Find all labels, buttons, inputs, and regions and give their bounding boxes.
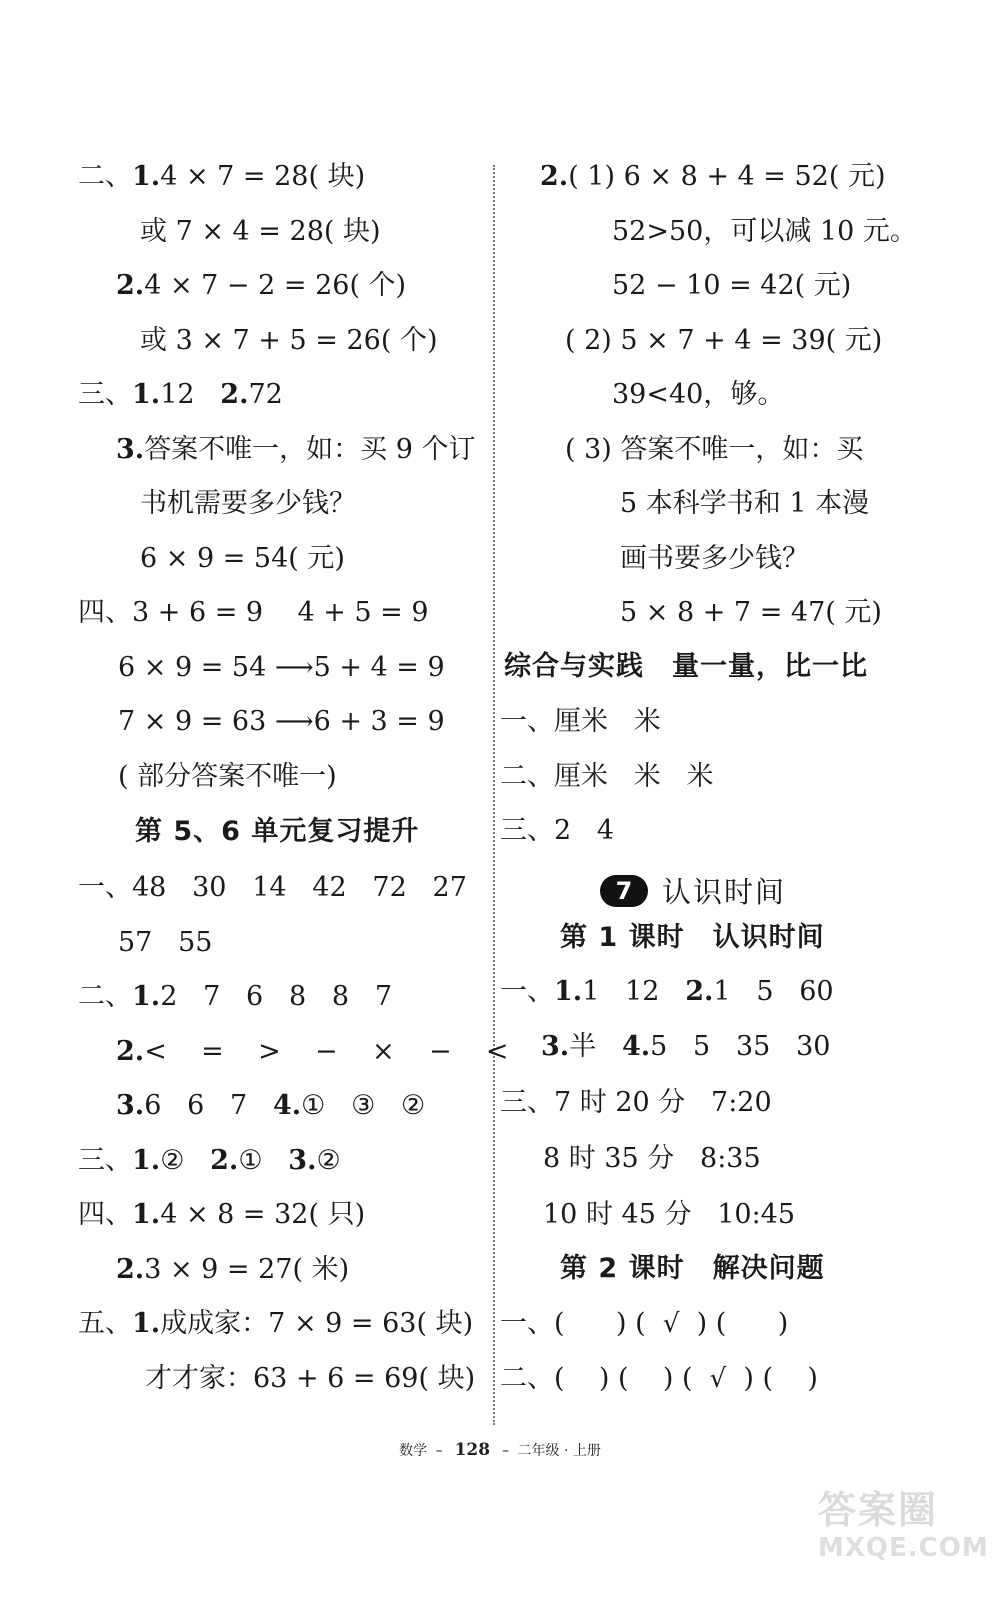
right-line-19: 二、( ) ( ) ( √ ) ( ) <box>500 1363 818 1394</box>
footer-grade: 二年级 · 上册 <box>517 1443 601 1459</box>
footer-subject: 数学 <box>399 1443 428 1459</box>
left-line-13: 一、48 30 14 42 72 27 <box>78 872 467 903</box>
right-line-14: 3.半 4.5 5 35 30 <box>541 1031 831 1062</box>
right-line-15: 三、7 时 20 分 7:20 <box>500 1087 772 1118</box>
left-line-10: 6 × 9 = 54 ⟶5 + 4 = 9 <box>118 652 445 683</box>
right-line-9: 5 × 8 + 7 = 47( 元) <box>620 597 882 628</box>
left-line-21: 五、1.成成家：7 × 9 = 63( 块) <box>78 1308 474 1339</box>
left-line-7: 书机需要多少钱？ <box>140 488 356 519</box>
left-line-2: 或 7 × 4 = 28( 块) <box>140 216 381 247</box>
check-mark-icon: √ <box>709 1364 727 1394</box>
left-line-1: 二、1.4 × 7 = 28( 块) <box>78 161 366 192</box>
right-line-13: 一、1.1 12 2.1 5 60 <box>500 976 834 1007</box>
column-divider <box>493 165 495 1425</box>
left-line-11: 7 × 9 = 63 ⟶6 + 3 = 9 <box>118 706 445 737</box>
page-number: 128 <box>454 1440 491 1460</box>
lesson-2-heading: 第 2 课时 解决问题 <box>560 1253 825 1284</box>
right-line-17: 10 时 45 分 10:45 <box>543 1199 796 1230</box>
left-line-5: 三、1.12 2.72 <box>78 379 283 410</box>
right-line-16: 8 时 35 分 8:35 <box>543 1143 761 1174</box>
page-footer: 数学 – 128 – 二年级 · 上册 <box>399 1440 601 1460</box>
left-line-12: ( 部分答案不唯一) <box>118 761 337 792</box>
left-line-22: 才才家：63 + 6 = 69( 块) <box>145 1363 476 1394</box>
unit-7-title <box>600 870 786 911</box>
practice-heading: 综合与实践 量一量，比一比 <box>504 651 868 682</box>
right-line-10: 一、厘米 米 <box>500 706 661 737</box>
left-line-15: 二、1.2 7 6 8 8 7 <box>78 981 392 1012</box>
left-line-4: 或 3 × 7 + 5 = 26( 个) <box>140 325 438 356</box>
unit-5-6-review-heading: 第 5、6 单元复习提升 <box>135 816 420 847</box>
right-line-18: 一、( ) ( √ ) ( ) <box>500 1308 789 1339</box>
right-line-8: 画书要多少钱？ <box>620 543 809 574</box>
watermark-bottom: MXQE.COM <box>818 1533 989 1563</box>
watermark-top: 答案圈 <box>818 1488 939 1532</box>
left-line-17: 3.6 6 7 4.① ③ ② <box>116 1090 426 1121</box>
unit-title: 认识时间 <box>662 875 787 909</box>
left-line-16: 2.< = > − × − < <box>116 1036 509 1067</box>
left-line-8: 6 × 9 = 54( 元) <box>140 543 345 574</box>
right-line-5: 39<40，够。 <box>612 379 785 410</box>
check-mark-icon: √ <box>662 1309 680 1339</box>
lesson-1-heading: 第 1 课时 认识时间 <box>560 922 825 953</box>
watermark-logo <box>818 1488 989 1588</box>
left-line-20: 2.3 × 9 = 27( 米) <box>116 1254 350 1285</box>
left-line-3: 2.4 × 7 − 2 = 26( 个) <box>116 270 407 301</box>
right-line-2: 52>50，可以减 10 元。 <box>612 216 917 247</box>
left-line-18: 三、1.② 2.① 3.② <box>78 1145 341 1176</box>
left-line-6: 3.答案不唯一，如：买 9 个订 <box>116 434 476 465</box>
right-line-4: ( 2) 5 × 7 + 4 = 39( 元) <box>565 325 883 356</box>
right-line-3: 52 − 10 = 42( 元) <box>612 270 852 301</box>
right-line-6: ( 3) 答案不唯一，如：买 <box>565 434 864 465</box>
unit-number-badge: 7 <box>600 875 648 907</box>
right-line-12: 三、2 4 <box>500 815 615 846</box>
right-line-1: 2.( 1) 6 × 8 + 4 = 52( 元) <box>540 161 886 192</box>
left-line-9: 四、3 + 6 = 9 4 + 5 = 9 <box>78 597 429 628</box>
right-line-7: 5 本科学书和 1 本漫 <box>620 488 870 519</box>
right-line-11: 二、厘米 米 米 <box>500 761 714 792</box>
left-line-14: 57 55 <box>118 927 213 958</box>
left-line-19: 四、1.4 × 8 = 32( 只) <box>78 1199 366 1230</box>
